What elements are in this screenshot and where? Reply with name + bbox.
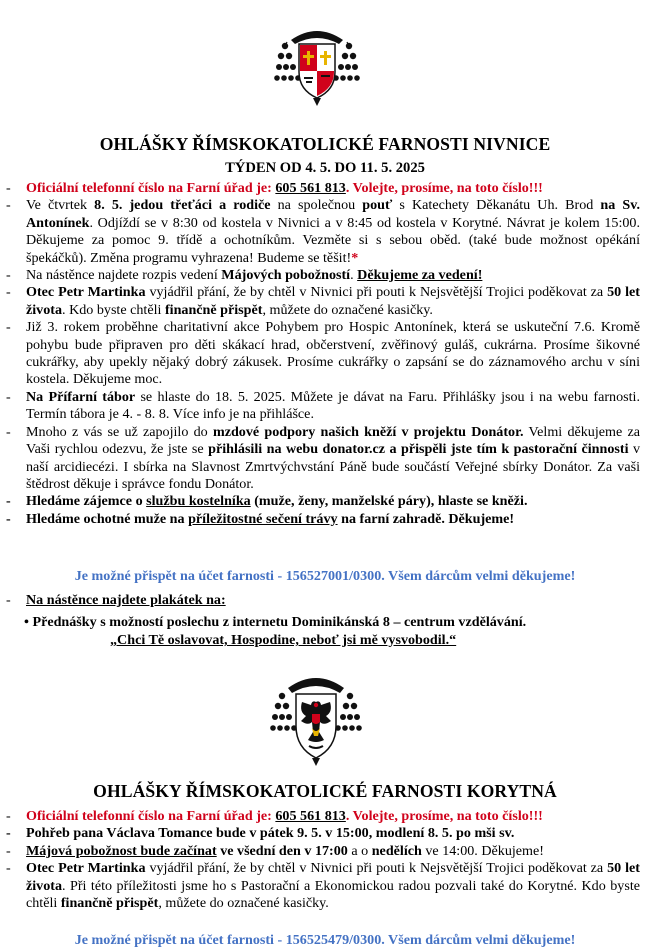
nivnice-poster-bullet: • Přednášky s možností poslechu z internetu Dominikánská 8 – centrum vzdělávání. xyxy=(24,614,527,630)
nivnice-poster-list xyxy=(0,592,650,609)
text: , můžete do označené kasičky. xyxy=(262,301,433,318)
list-dash: - xyxy=(6,860,11,877)
text: Mnoho z vás se už zapojilo do xyxy=(26,423,213,440)
text: v naší arcidiecézi. I sbírka na Slavnost Zmrtvýchvstání Páně bude součástí Veřejné sbírky Donátor. Za vaši štědrost děkuje i správce fondu Donátor. xyxy=(26,441,640,492)
phone-number: 605 561 813 xyxy=(275,180,346,196)
text: na Sv. Antonínek xyxy=(26,197,640,231)
list-dash: - xyxy=(6,842,11,859)
text: Ve čtvrtek xyxy=(26,197,95,214)
list-dash: - xyxy=(6,197,11,214)
korytna-phone-item xyxy=(0,808,650,825)
korytna-funeral-item xyxy=(0,825,650,842)
text: ve 14:00. Děkujeme! xyxy=(421,842,544,859)
text: Velmi děkujeme za Vaši rychlou odezvu, že jste se xyxy=(26,423,640,458)
text: Májová pobožnost bude začínat xyxy=(26,842,217,859)
text: jedou třeťáci a rodiče xyxy=(122,197,271,214)
nivnice-week: TÝDEN OD 4. 5. DO 11. 5. 2025 xyxy=(225,160,425,176)
text: Na Přífarní tábor xyxy=(26,388,136,405)
text: vyjádřil přání, že by chtěl v Nivnici při pouti k Nejsvětější Trojici poděkovat za xyxy=(145,284,608,301)
text: mzdové podpory našich kněží v projektu Donátor. xyxy=(212,423,524,440)
text: . xyxy=(350,267,358,284)
nivnice-priest-item xyxy=(0,284,650,319)
korytna-parish-crest-icon xyxy=(268,666,364,770)
text: na společnou xyxy=(270,197,363,214)
nivnice-account-note: Je možné přispět na účet farnosti - 156527001/0300. Všem dárcům velmi děkujeme! xyxy=(74,568,576,584)
text: Májových pobožností xyxy=(221,267,351,284)
text: . Kdo byste chtěli xyxy=(62,301,165,318)
nivnice-may-devotions-item xyxy=(0,267,650,284)
text: Otec Petr Martinka xyxy=(26,860,146,877)
list-dash: - xyxy=(6,284,11,301)
phone-text-end: . Volejte, prosíme, na toto číslo!!! xyxy=(345,180,543,196)
text: 50 let života xyxy=(26,860,640,894)
korytna-account-note: Je možné přispět na účet farnosti - 156525479/0300. Všem dárcům velmi děkujeme! xyxy=(74,932,576,948)
text: příležitostné sečení trávy xyxy=(188,510,338,527)
text: Již 3. rokem proběhne charitativní akce Pohybem pro Hospic Antonínek, která se uskuteční 7.6. Kromě pohybu bude připraven pro děti skákací hrad, občerstvení, zvěřinový guláš, cukrárna. Prosíme šikovné cukrářky, aby upekly nějaký dobrý zákusek. Prosíme cukrářky o zapsání se do záznamového archu v síni kostela. Děkujeme moc. xyxy=(26,319,640,388)
text: pouť xyxy=(362,197,393,214)
korytna-priest-item xyxy=(0,860,650,912)
list-dash: - xyxy=(6,423,11,440)
text: . Odjíždí se v 8:30 od kostela v Nivnici a v 8:45 od kostela v Korytné. Návrat je kolem 15:00. Děkujeme za pomoc 9. třídě a ochotníkům. Vezměte si s sebou oběd. (také bude možnost opékání špekáčků). Změna programu vyhrazena! Budeme se těšit! xyxy=(26,214,640,266)
text: Na nástěnce najdete rozpis vedení xyxy=(26,267,222,284)
text: (muže, ženy, manželské páry), hlaste se kněži. xyxy=(250,493,528,510)
nivnice-title: OHLÁŠKY ŘÍMSKOKATOLICKÉ FARNOSTI NIVNICE xyxy=(99,134,551,154)
korytna-announcements xyxy=(0,808,650,912)
list-dash: - xyxy=(6,592,11,608)
text: Děkujeme za vedení! xyxy=(357,267,483,284)
text: finančně přispět xyxy=(60,895,159,912)
list-dash: - xyxy=(6,825,11,842)
text: Otec Petr Martinka xyxy=(26,284,146,301)
korytna-may-item xyxy=(0,843,650,860)
list-dash: - xyxy=(6,808,11,824)
list-dash: - xyxy=(6,319,11,336)
nivnice-poster-item xyxy=(0,592,650,609)
asterisk: * xyxy=(351,249,359,266)
text: Pohřeb pana Václava Tomance bude v pátek 9. 5. v 15:00, modlení 8. 5. po mši sv. xyxy=(26,825,515,842)
text: Na nástěnce najdete plakátek na: xyxy=(26,592,226,608)
nivnice-donator-item xyxy=(0,424,650,494)
text: službu kostelníka xyxy=(146,493,251,510)
list-dash: - xyxy=(6,510,11,527)
text: přihlásili na webu donator.cz a přispěli jste tím k pastorační činnosti xyxy=(208,441,629,458)
phone-number: 605 561 813 xyxy=(275,808,346,824)
text: 50 let života xyxy=(26,284,640,318)
text: ve všední den v 17:00 xyxy=(216,842,348,859)
text: a o xyxy=(347,842,372,859)
text: , můžete do označené kasičky. xyxy=(158,895,329,912)
list-dash: - xyxy=(6,388,11,405)
text: 8. 5. xyxy=(94,197,123,214)
text: nedělích xyxy=(371,842,422,859)
text: s Katechety Děkanátu Uh. Brod xyxy=(392,197,601,214)
text: finančně přispět xyxy=(164,301,263,318)
list-dash: - xyxy=(6,180,11,196)
nivnice-charity-item xyxy=(0,319,650,389)
text: se hlaste do 18. 5. 2025. Můžete je dávat na Faru. Přihlášky jsou i na webu farnosti. Termín tábora je 4. - 8. 8. Více info je na přihlášce. xyxy=(26,388,640,423)
nivnice-poster-quote: „Chci Tě oslavovat, Hospodine, neboť jsi mě vysvobodil.“ xyxy=(110,632,457,648)
nivnice-mowing-item xyxy=(0,511,650,528)
list-dash: - xyxy=(6,267,11,284)
korytna-title: OHLÁŠKY ŘÍMSKOKATOLICKÉ FARNOSTI KORYTNÁ xyxy=(93,781,557,801)
phone-text-end: . Volejte, prosíme, na toto číslo!!! xyxy=(345,808,543,824)
nivnice-parish-crest-icon xyxy=(273,22,361,110)
phone-text: Oficiální telefonní číslo na Farní úřad je: xyxy=(26,180,276,196)
text: . Při této příležitosti jsme ho s Pastorační a Ekonomickou radou pozvali také do Korytné. Kdo byste chtěli xyxy=(26,877,640,912)
text: vyjádřil přání, že by chtěl v Nivnici při pouti k Nejsvětější Trojici poděkovat za xyxy=(145,860,608,877)
nivnice-camp-item xyxy=(0,389,650,424)
phone-text: Oficiální telefonní číslo na Farní úřad je: xyxy=(26,808,276,824)
nivnice-pilgrimage-item xyxy=(0,197,650,267)
list-dash: - xyxy=(6,493,11,510)
text: Hledáme ochotné muže na xyxy=(26,510,189,527)
nivnice-announcements xyxy=(0,180,650,528)
text: Hledáme zájemce o xyxy=(26,493,147,510)
nivnice-phone-item xyxy=(0,180,650,197)
nivnice-sexton-item xyxy=(0,493,650,510)
text: na farní zahradě. Děkujeme! xyxy=(337,510,515,527)
